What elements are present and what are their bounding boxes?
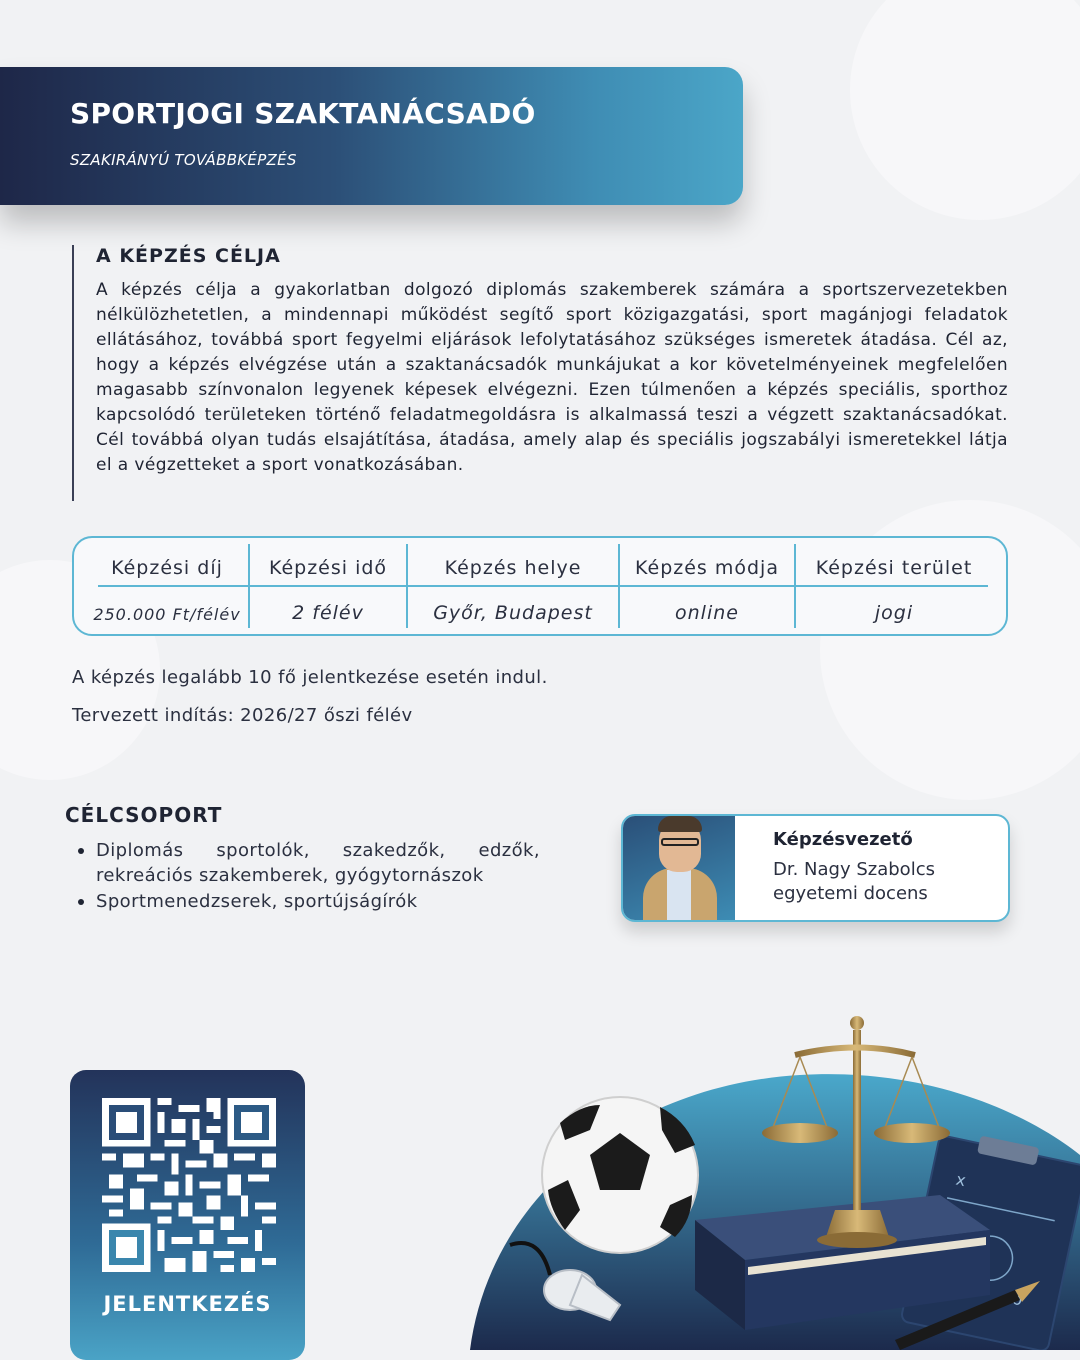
info-cell-location [408,544,618,628]
info-cell-fee [86,544,248,628]
sports-law-illustration [470,1005,1080,1350]
leader-name: Dr. Nagy Szabolcs [773,859,935,880]
apply-qr-card[interactable] [70,1070,305,1360]
background-decoration [850,0,1080,220]
info-value: 2 félév [292,602,364,624]
info-label: Képzés helye [444,557,582,579]
soccer-ball-icon [542,1097,698,1253]
leader-photo [623,816,735,920]
qr-code-icon[interactable] [102,1098,276,1272]
info-value: jogi [874,602,914,624]
page-title: SPORTJOGI SZAKTANÁCSADÓ [70,97,536,130]
course-leader-card [621,814,1010,922]
minimum-participants-note: A képzés legalább 10 fő jelentkezése esetén indul. [72,667,548,688]
leader-role: Képzésvezető [773,829,913,850]
leader-title: egyetemi docens [773,883,928,904]
info-cell-field [796,544,992,628]
list-item: Diplomás sportolók, szakedzők, edzők, rekreációs szakemberek, gyógytornászok [96,840,540,886]
info-cell-duration [250,544,406,628]
page-subtitle: SZAKIRÁNYÚ TOVÁBBKÉPZÉS [70,151,297,169]
info-label: Képzési díj [111,557,223,579]
info-value: Győr, Budapest [433,602,593,624]
goal-heading: A KÉPZÉS CÉLJA [96,245,281,267]
target-group-list [96,838,540,915]
info-label: Képzési terület [815,557,973,579]
svg-text:x: x [954,1169,968,1191]
info-label: Képzés módja [635,557,779,579]
planned-start-note: Tervezett indítás: 2026/27 őszi félév [72,705,413,726]
apply-label[interactable]: JELENTKEZÉS [103,1292,272,1316]
goal-text: A képzés célja a gyakorlatban dolgozó diplomás szakemberek számára a sportszervezetekben nélkülözhetetlen, a mindennapi működést segítő sport közigazgatási, sport magánjogi feladatok ellátásához, továbbá sport fegyelmi eljárások lefolytatásához szükséges ismeretek átadása. Cél az, hogy a képzés elvégzése után a szaktanácsadók munkájukat a kor követelményeinek megfelelően magasabb színvonalon legyenek képesek elvégezni. Ezen túlmenően a képzés speciális, sporthoz kapcsolódó területeken történő feladatmegoldásra is alkalmassá teszi a végzett szaktanácsadókat. Cél továbbá olyan tudás elsajátítása, átadása, amely alap és speciális jogszabályi ismeretekkel látja el a végzetteket a sport vonatkozásában. [96,280,1008,475]
list-item: Sportmenedzserek, sportújságírók [96,889,540,914]
target-group-heading: CÉLCSOPORT [65,803,223,827]
info-cell-mode [620,544,794,628]
info-label: Képzési idő [268,557,388,579]
goal-section [72,245,1010,501]
info-value: online [675,602,739,624]
info-value: 250.000 Ft/félév [93,605,241,624]
header-banner [0,67,743,205]
course-info-table [72,536,1008,636]
